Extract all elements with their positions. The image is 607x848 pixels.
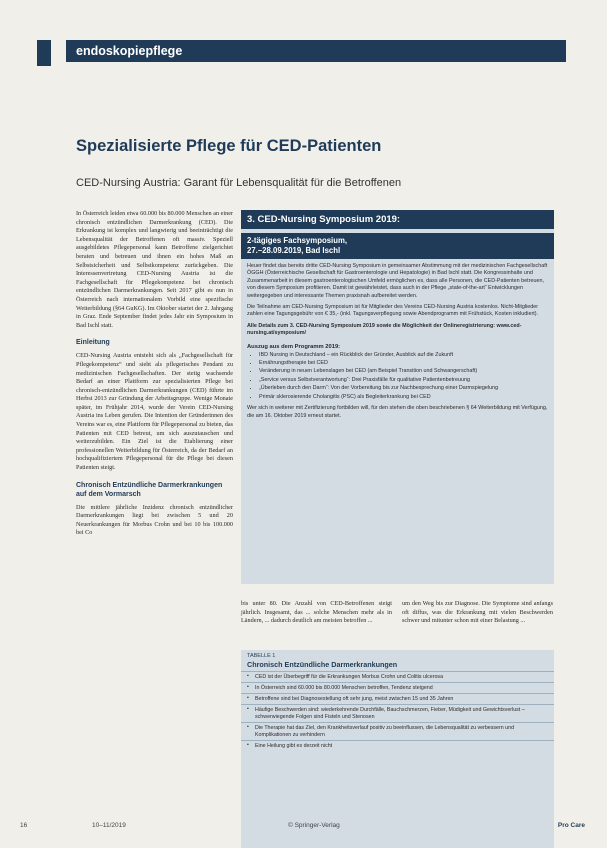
journal-name: Pro Care: [557, 822, 585, 829]
intro-paragraph: In Österreich leiden etwa 60.000 bis 80.000 Menschen an einer chronisch entzündlichen Darmerkrankung (CED). Die Erkrankung ist komplex und langwierig und beeinträchtigt die Lebensqualität der Betroffenen oft massiv. Speziell ausgebildetes Pflegepersonal kann Betroffene zielgerichtet beraten und betreuen und ihnen ein hohes Maß an Selbstsicherheit und Selbstkompetenz zurückgeben. Die Interessenvertretung CED-Nursing Austria ist die Fachgesellschaft für Pflegekompetenz bei chronisch entzündlichen Darmerkrankungen. Seit 2017 gibt es nun in Österreich nach internationalem Vorbild eine spezifische Weiterbildung (§64 GuKG). Im Oktober startet der 2. Jahrgang in Graz. Ende September findet jedes Jahr ein Symposium in Bad Ischl statt.: [76, 210, 233, 329]
section-marker: [37, 40, 51, 66]
table-list: [241, 671, 554, 751]
heading-ced-vormarsch: Chronisch Entzündliche Darmerkrankungen auf dem Vormarsch: [76, 481, 223, 498]
continuation-col-1: bis unter 80. Die Anzahl von CED-Betroffenen steigt jährlich. Insgesamt, das ... solche Menschen mehr als in Ländern, ... dadurch deutlich am meisten betroffen ...: [241, 600, 392, 625]
program-item: • Veränderung in neuen Lebenslagen bei CED (am Beispiel Transition und Schwangerschaft): [259, 368, 548, 375]
box-details-link[interactable]: Alle Details zum 3. CED-Nursing Symposium 2019 sowie die Möglichkeit der Onlineregistrierung: www.ced-nursing.at/symposium/: [247, 322, 522, 337]
box-paragraph-2: Die Teilnahme am CED-Nursing Symposium ist für Mitglieder des Vereins CED-Nursing Austria kostenlos. Nicht-Mitglieder zahlen eine Tagungsgebühr von € 35,- (inkl. Tagungsverpflegung sowie Abendprogramm mit Frühstück, Kosten inkludiert).: [247, 304, 539, 318]
program-item: • IBD Nursing in Deutschland – ein Rückblick der Gründer, Ausblick auf die Zukunft: [259, 352, 548, 359]
box-heading: 3. CED-Nursing Symposium 2019:: [241, 210, 554, 229]
box-subheading-line2: 27.–28.09.2019, Bad Ischl: [247, 246, 341, 255]
article-subtitle: CED-Nursing Austria: Garant für Lebensqualität für die Betroffenen: [76, 177, 402, 189]
left-column: [76, 210, 233, 544]
box-subheading: [241, 233, 554, 259]
box-subheading-line1: 2-tägiges Fachsymposium,: [247, 236, 348, 245]
table-label: TABELLE 1: [247, 653, 276, 659]
page-number: 16: [20, 822, 28, 829]
einleitung-paragraph: CED-Nursing Austria entsteht sich als „Fachgesellschaft für Pflegekompetenz“ und sieht als pflegerisches Pendant zu medizinischen Fachgesellschaften. Der stetig wachsende Bedarf an einer Plattform zur spezialisierten Pflege bei chronisch-entzündlichen Darmerkrankungen (CED) führte im Herbst 2013 zur Gründung der Arbeitsgruppe. Wenige Monate später, im Frühjahr 2014, wurde der Verein CED-Nursing Austria ins Leben gerufen. Die Intention der Gründerinnen des Vereins war es, eine Plattform für Pflegepersonal zu bieten, das Patienten mit CED betreut, um sich auszutauschen und weiterzubilden. Ein Ziel ist die Etablierung einer professionellen Weiterbildung für Österreich, da der Bedarf an hochqualifiziertem Pflegepersonal für die Pflege bei diesen Patienten steigt.: [76, 352, 233, 472]
section-banner: endoskopiepflege: [66, 40, 566, 62]
publisher: © Springer-Verlag: [288, 822, 340, 829]
article-title: Spezialisierte Pflege für CED-Patienten: [76, 137, 382, 155]
vormarsch-paragraph: Die mittlere jährliche Inzidenz chronisch entzündlicher Darmerkrankungen liegt bei zwischen 5 und 20 Neuerkrankungen für Morbus Crohn und bei 10 bis 100.000 bei Co: [76, 503, 233, 537]
table-title: Chronisch Entzündliche Darmerkrankungen: [247, 660, 398, 669]
table-row: ▪ Die Therapie hat das Ziel, den Krankheitsverlauf positiv zu beeinflussen, die Lebensqualität zu verbessern und Komplikationen zu verhindern: [241, 722, 554, 740]
program-list: [259, 352, 548, 401]
box-paragraph-1: Heuer findet das bereits dritte CED-Nursing Symposium in gemeinsamer Abstimmung mit der medizinischen Fachgesellschaft ÖGGH (Österreichische Gesellschaft für Gastroenterologie und Hepatologie) in Bad Ischl statt. Die Kongressinhalte und Zusammenarbeit in diesem gastroenterologischen Umfeld ermöglichen es, dass alle Personen, die CED-Patienten betreuen, von diesem Symposium profitieren. Damit ist gewährleistet, dass auch in der Pflege „state-of-the-art“ Entwicklungen weitergegeben und interessante Themen praxisnah aufbereitet werden.: [247, 263, 548, 299]
program-item: • „Überleben durch den Darm“: Von der Vorbereitung bis zur Nachbesprechung einer Darmspiegelung: [259, 385, 548, 392]
issue-number: 10–11/2019: [92, 822, 126, 829]
table-row: ▪ CED ist der Überbegriff für die Erkrankungen Morbus Crohn und Colitis ulcerosa: [241, 671, 554, 682]
body-text-continuation: [241, 600, 553, 626]
symposium-info-box: [241, 210, 554, 584]
table-row: ▪ Betroffene sind bei Diagnosestellung oft sehr jung, meist zwischen 15 und 35 Jahren: [241, 693, 554, 704]
program-item: • Ernährungstherapie bei CED: [259, 360, 548, 367]
fact-table: [241, 650, 554, 848]
heading-einleitung: Einleitung: [76, 339, 110, 347]
table-row: ▪ In Österreich sind 60.000 bis 80.000 Menschen betroffen, Tendenz steigend: [241, 682, 554, 693]
continuation-col-2: um den Weg bis zur Diagnose. Die Symptome sind anfangs oft diffus, was die Erkrankung mit vielen Beschwerden schwer und mitunter schon mit einer Belastung ...: [402, 600, 553, 625]
table-row: ▪ Eine Heilung gibt es derzeit nicht: [241, 740, 554, 751]
program-item: • „Service versus Selbstverantwortung“: Drei Praxisfälle für qualitative Patientenbetreuung: [259, 377, 548, 384]
program-title: Auszug aus dem Programm 2019:: [247, 343, 341, 350]
table-row: ▪ Häufige Beschwerden sind: wiederkehrende Durchfälle, Bauchschmerzen, Fieber, Müdigkeit und Gewichtsverlust – schwerwiegende Folgen sind Fisteln und Stenosen: [241, 704, 554, 722]
box-paragraph-4: Wer sich in weiterer mit Zertifizierung fortbilden will, für den stehen die oben beschriebenen § 64 Weiterbildung mit Verfügung, die am 16. Oktober 2019 erneut startet.: [247, 405, 548, 419]
program-item: • Primär sklerosierende Cholangitis (PSC) als Begleiterkrankung bei CED: [259, 394, 548, 401]
